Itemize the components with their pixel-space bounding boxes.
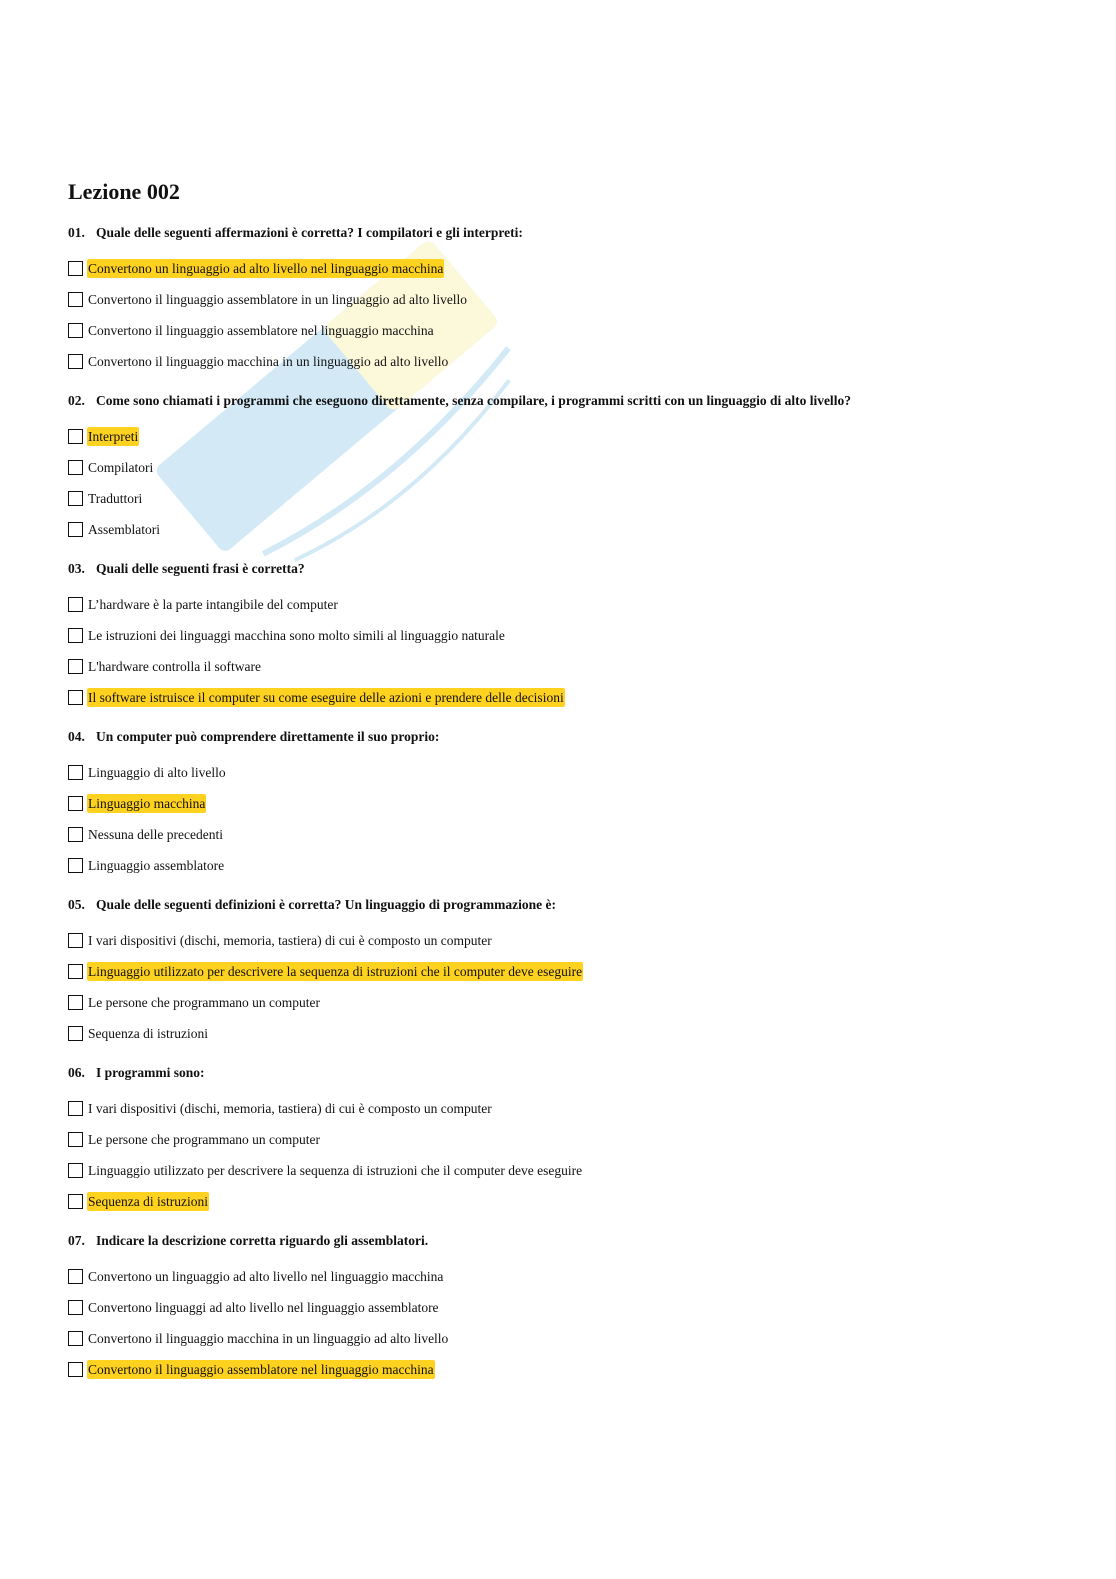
answer-option[interactable] bbox=[68, 589, 1028, 620]
checkbox-icon[interactable] bbox=[68, 323, 83, 338]
answer-text: Convertono il linguaggio assemblatore nel linguaggio macchina bbox=[88, 323, 434, 338]
checkbox-icon[interactable] bbox=[68, 1026, 83, 1041]
question-text: Un computer può comprendere direttamente il suo proprio: bbox=[96, 729, 440, 744]
answer-text-highlighted: Il software istruisce il computer su come eseguire delle azioni e prendere delle decisioni bbox=[88, 690, 564, 705]
checkbox-icon[interactable] bbox=[68, 765, 83, 780]
question-number: 07. bbox=[68, 1233, 85, 1248]
answer-text: Le istruzioni dei linguaggi macchina sono molto simili al linguaggio naturale bbox=[88, 628, 505, 643]
question-block bbox=[68, 224, 1028, 377]
answer-text: L'hardware controlla il software bbox=[88, 659, 261, 674]
checkbox-icon[interactable] bbox=[68, 1194, 83, 1209]
checkbox-icon[interactable] bbox=[68, 995, 83, 1010]
answer-option[interactable] bbox=[68, 1261, 1028, 1292]
answer-option[interactable] bbox=[68, 315, 1028, 346]
answer-option[interactable] bbox=[68, 819, 1028, 850]
question-text: Quali delle seguenti frasi è corretta? bbox=[96, 561, 305, 576]
question-heading bbox=[68, 560, 1028, 578]
answer-text-highlighted: Convertono un linguaggio ad alto livello nel linguaggio macchina bbox=[88, 261, 444, 276]
answer-text: Convertono il linguaggio assemblatore in un linguaggio ad alto livello bbox=[88, 292, 468, 307]
answer-option[interactable] bbox=[68, 1354, 1028, 1385]
question-text: I programmi sono: bbox=[96, 1065, 205, 1080]
checkbox-icon[interactable] bbox=[68, 1269, 83, 1284]
answer-text-highlighted: Linguaggio utilizzato per descrivere la sequenza di istruzioni che il computer deve eseguire bbox=[88, 964, 583, 979]
question-number: 05. bbox=[68, 897, 85, 912]
answer-text: Assemblatori bbox=[88, 522, 160, 537]
answer-text: Le persone che programmano un computer bbox=[88, 995, 321, 1010]
checkbox-icon[interactable] bbox=[68, 1300, 83, 1315]
checkbox-icon[interactable] bbox=[68, 597, 83, 612]
answer-option[interactable] bbox=[68, 1292, 1028, 1323]
answer-option[interactable] bbox=[68, 346, 1028, 377]
checkbox-icon[interactable] bbox=[68, 659, 83, 674]
answer-option[interactable] bbox=[68, 651, 1028, 682]
answer-text: Linguaggio utilizzato per descrivere la sequenza di istruzioni che il computer deve eseguire bbox=[88, 1163, 583, 1178]
answer-text: Nessuna delle precedenti bbox=[88, 827, 223, 842]
question-block bbox=[68, 896, 1028, 1049]
question-number: 06. bbox=[68, 1065, 85, 1080]
checkbox-icon[interactable] bbox=[68, 964, 83, 979]
answer-option[interactable] bbox=[68, 925, 1028, 956]
page-title: Lezione 002 bbox=[68, 179, 180, 204]
question-heading bbox=[68, 1064, 1028, 1082]
answer-option[interactable] bbox=[68, 1155, 1028, 1186]
answer-text: Linguaggio di alto livello bbox=[88, 765, 226, 780]
answer-text: Linguaggio assemblatore bbox=[88, 858, 225, 873]
answer-option[interactable] bbox=[68, 1124, 1028, 1155]
answer-option[interactable] bbox=[68, 284, 1028, 315]
question-text: Come sono chiamati i programmi che eseguono direttamente, senza compilare, i programmi scritti con un linguaggio di alto livello? bbox=[96, 393, 851, 408]
question-heading bbox=[68, 1232, 1028, 1250]
question-text: Quale delle seguenti affermazioni è corretta? I compilatori e gli interpreti: bbox=[96, 225, 523, 240]
answer-option[interactable] bbox=[68, 253, 1028, 284]
checkbox-icon[interactable] bbox=[68, 933, 83, 948]
question-number: 02. bbox=[68, 393, 85, 408]
answer-text: Traduttori bbox=[88, 491, 143, 506]
answer-option[interactable] bbox=[68, 483, 1028, 514]
questions-list bbox=[68, 224, 1028, 1385]
answer-option[interactable] bbox=[68, 421, 1028, 452]
question-block bbox=[68, 560, 1028, 713]
checkbox-icon[interactable] bbox=[68, 1163, 83, 1178]
answer-option[interactable] bbox=[68, 1323, 1028, 1354]
answer-option[interactable] bbox=[68, 1018, 1028, 1049]
question-block bbox=[68, 392, 1028, 545]
checkbox-icon[interactable] bbox=[68, 796, 83, 811]
question-text: Indicare la descrizione corretta riguardo gli assemblatori. bbox=[96, 1233, 429, 1248]
answer-option[interactable] bbox=[68, 850, 1028, 881]
checkbox-icon[interactable] bbox=[68, 858, 83, 873]
question-number: 01. bbox=[68, 225, 85, 240]
checkbox-icon[interactable] bbox=[68, 628, 83, 643]
quiz-content bbox=[68, 178, 1028, 1400]
answer-text: Convertono linguaggi ad alto livello nel linguaggio assemblatore bbox=[88, 1300, 439, 1315]
question-heading bbox=[68, 392, 1028, 410]
answer-text: Convertono un linguaggio ad alto livello nel linguaggio macchina bbox=[88, 1269, 444, 1284]
checkbox-icon[interactable] bbox=[68, 429, 83, 444]
answer-text: L’hardware è la parte intangibile del computer bbox=[88, 597, 338, 612]
checkbox-icon[interactable] bbox=[68, 1362, 83, 1377]
checkbox-icon[interactable] bbox=[68, 354, 83, 369]
answer-option[interactable] bbox=[68, 682, 1028, 713]
checkbox-icon[interactable] bbox=[68, 1331, 83, 1346]
answer-text: Convertono il linguaggio macchina in un linguaggio ad alto livello bbox=[88, 354, 449, 369]
answer-option[interactable] bbox=[68, 788, 1028, 819]
answer-option[interactable] bbox=[68, 452, 1028, 483]
question-number: 03. bbox=[68, 561, 85, 576]
question-block bbox=[68, 1232, 1028, 1385]
answer-option[interactable] bbox=[68, 620, 1028, 651]
answer-text: Compilatori bbox=[88, 460, 154, 475]
answer-text: I vari dispositivi (dischi, memoria, tastiera) di cui è composto un computer bbox=[88, 933, 492, 948]
checkbox-icon[interactable] bbox=[68, 460, 83, 475]
question-block bbox=[68, 728, 1028, 881]
answer-text-highlighted: Convertono il linguaggio assemblatore nel linguaggio macchina bbox=[88, 1362, 434, 1377]
checkbox-icon[interactable] bbox=[68, 827, 83, 842]
answer-option[interactable] bbox=[68, 514, 1028, 545]
answer-option[interactable] bbox=[68, 956, 1028, 987]
question-heading bbox=[68, 224, 1028, 242]
question-number: 04. bbox=[68, 729, 85, 744]
checkbox-icon[interactable] bbox=[68, 491, 83, 506]
answer-text: I vari dispositivi (dischi, memoria, tastiera) di cui è composto un computer bbox=[88, 1101, 492, 1116]
answer-option[interactable] bbox=[68, 1093, 1028, 1124]
checkbox-icon[interactable] bbox=[68, 522, 83, 537]
answer-text-highlighted: Sequenza di istruzioni bbox=[88, 1194, 208, 1209]
question-block bbox=[68, 1064, 1028, 1217]
answer-text: Convertono il linguaggio macchina in un linguaggio ad alto livello bbox=[88, 1331, 449, 1346]
checkbox-icon[interactable] bbox=[68, 292, 83, 307]
checkbox-icon[interactable] bbox=[68, 690, 83, 705]
checkbox-icon[interactable] bbox=[68, 1132, 83, 1147]
answer-option[interactable] bbox=[68, 757, 1028, 788]
question-heading bbox=[68, 728, 1028, 746]
question-text: Quale delle seguenti definizioni è corretta? Un linguaggio di programmazione è: bbox=[96, 897, 556, 912]
answer-text: Le persone che programmano un computer bbox=[88, 1132, 321, 1147]
checkbox-icon[interactable] bbox=[68, 261, 83, 276]
answer-text-highlighted: Linguaggio macchina bbox=[88, 796, 206, 811]
answer-option[interactable] bbox=[68, 1186, 1028, 1217]
answer-option[interactable] bbox=[68, 987, 1028, 1018]
question-heading bbox=[68, 896, 1028, 914]
answer-text-highlighted: Interpreti bbox=[88, 429, 139, 444]
answer-text: Sequenza di istruzioni bbox=[88, 1026, 208, 1041]
checkbox-icon[interactable] bbox=[68, 1101, 83, 1116]
